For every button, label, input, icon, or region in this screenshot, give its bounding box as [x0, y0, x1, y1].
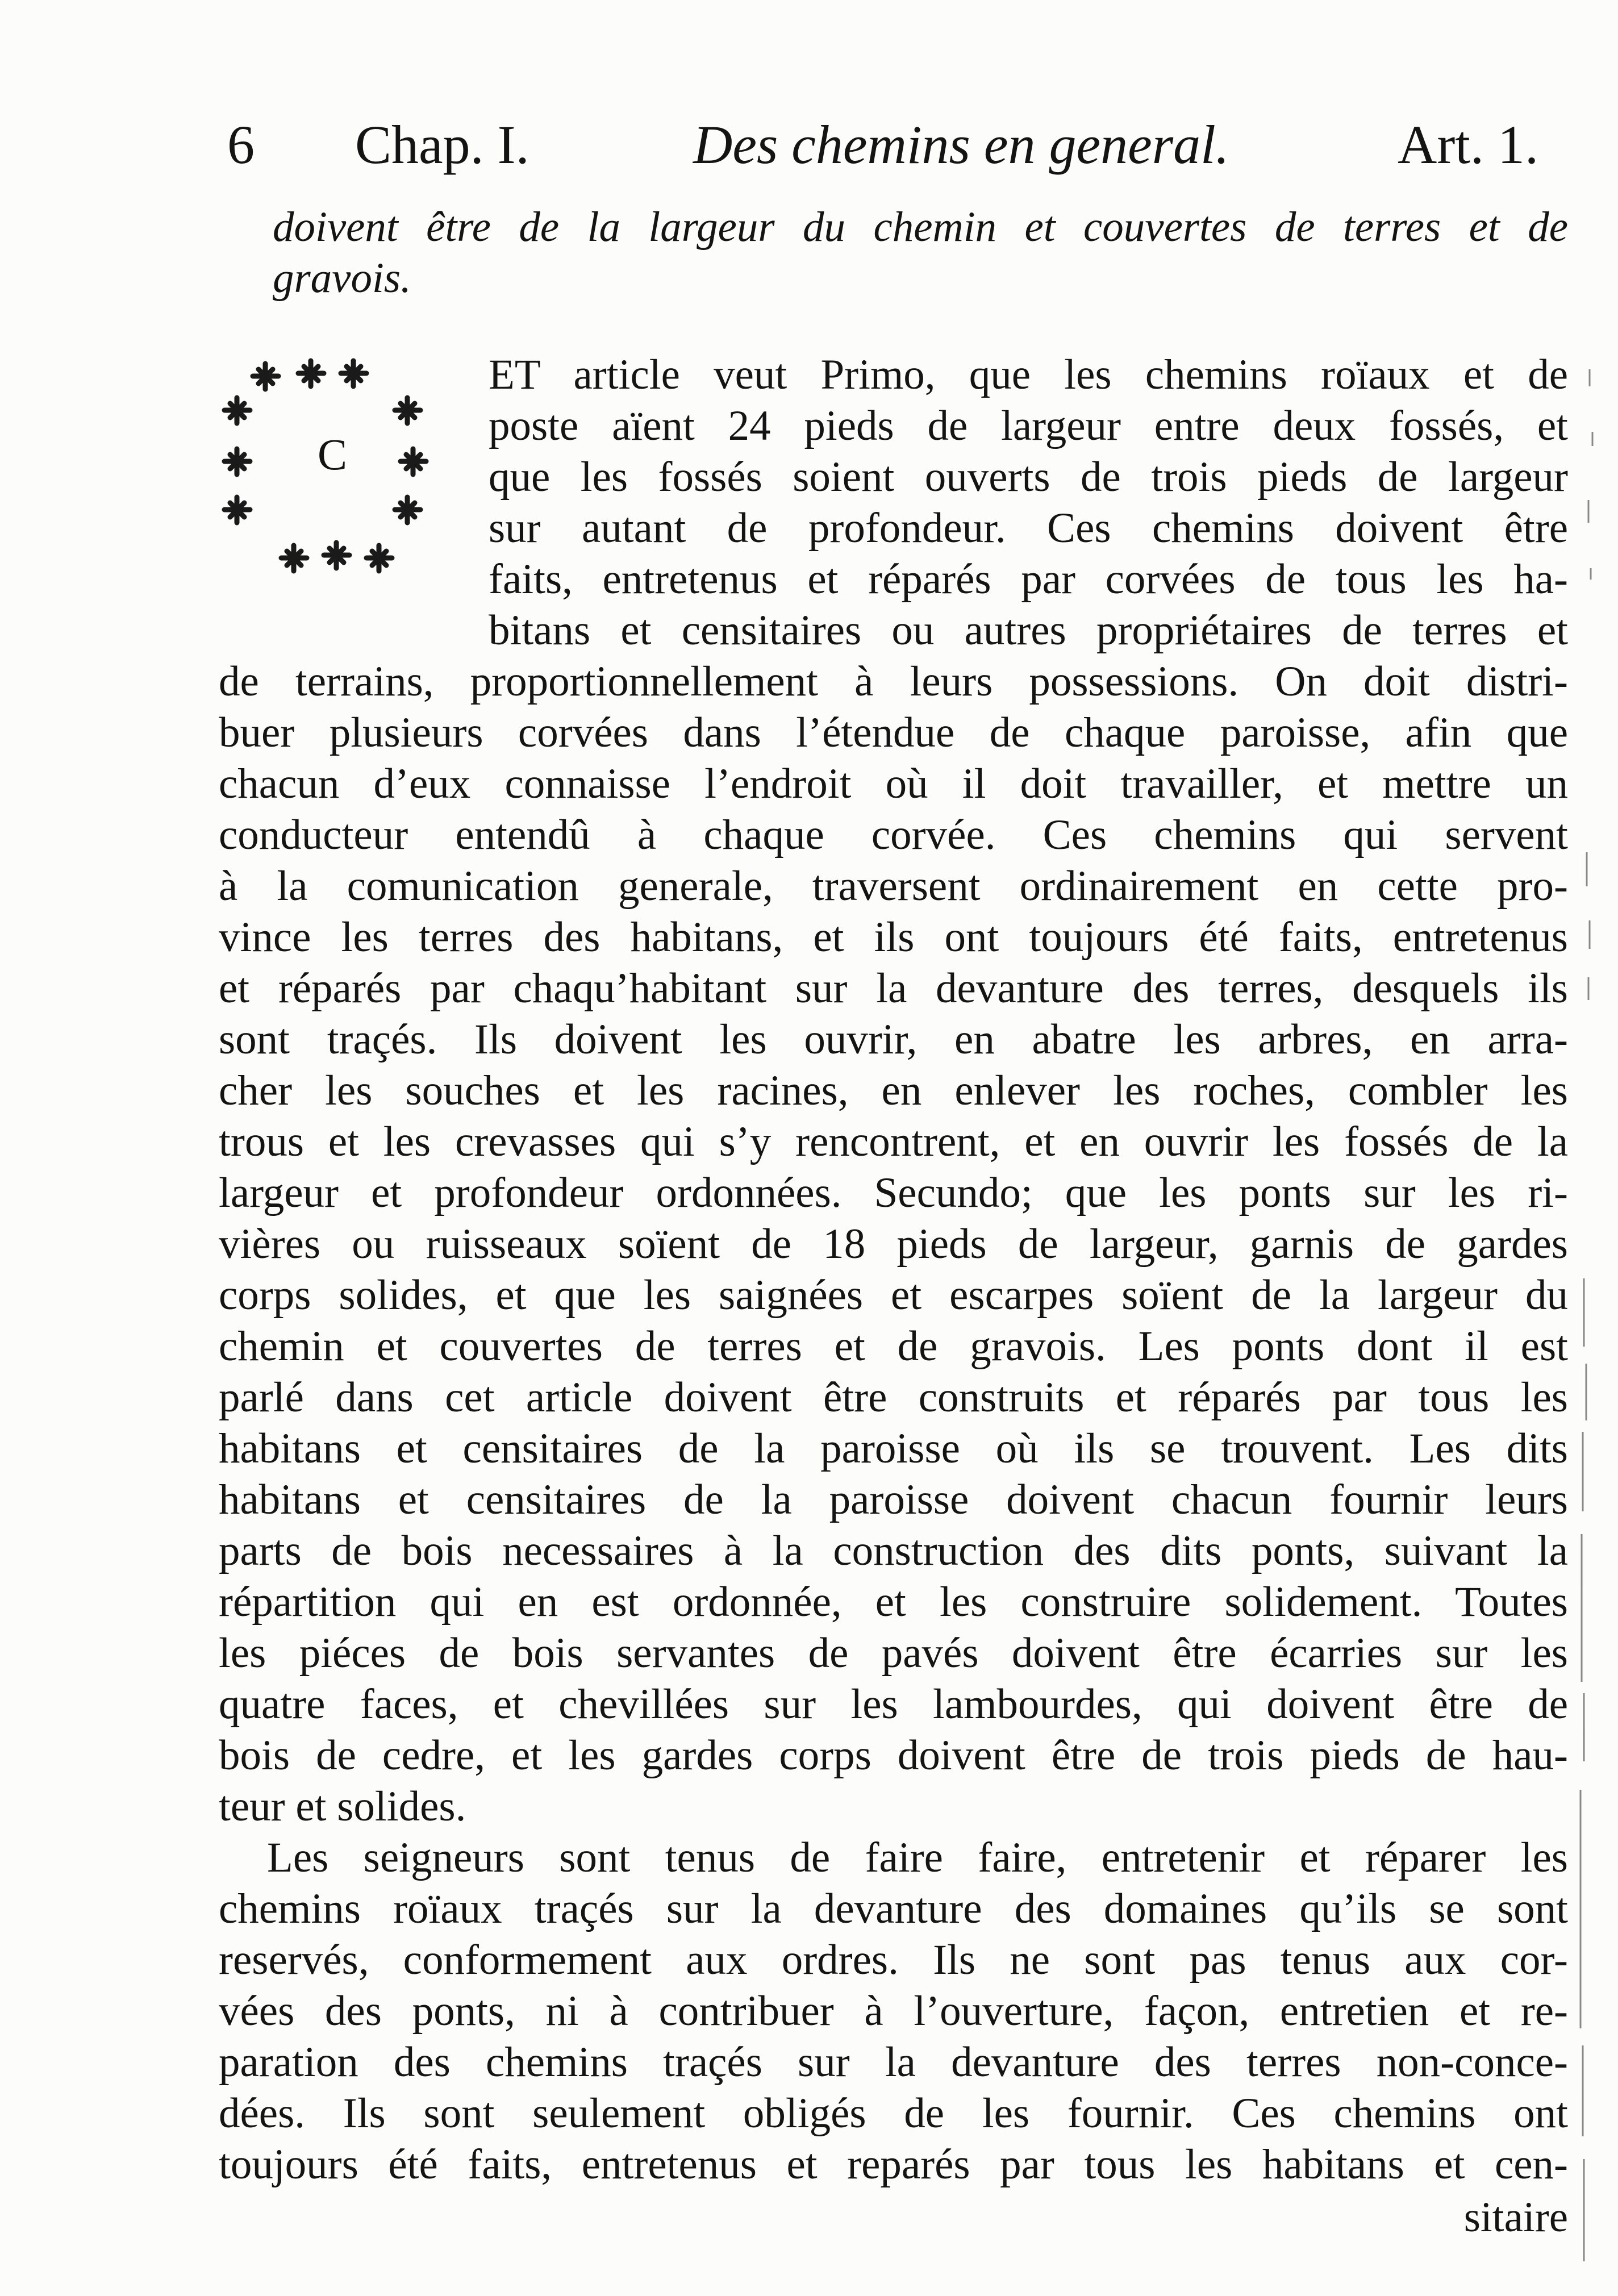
text-line: parlé dans cet article doivent être construits et réparés par tous les: [219, 1374, 1568, 1421]
text-line: de terrains, proportionnellement à leurs possessions. On doit distri-: [219, 658, 1568, 705]
running-head: [227, 108, 1579, 182]
text-line: et réparés par chaqu’habitant sur la devanture des terres, desquels ils: [219, 965, 1568, 1012]
drop-cap-letter: C: [317, 430, 348, 479]
text-line: habitans et censitaires de la paroisse où ils se trouvent. Les dits: [219, 1425, 1568, 1472]
text-line: faits, entretenus et réparés par corvées de tous les ha-: [489, 556, 1568, 603]
page-edge-shadow: [1567, 0, 1618, 2296]
text-line: sur autant de profondeur. Ces chemins doivent être: [489, 505, 1568, 552]
text-line: chemin et couvertes de terres et de gravois. Les ponts dont il est: [219, 1323, 1568, 1370]
text-line: bois de cedre, et les gardes corps doivent être de trois pieds de hau-: [219, 1732, 1568, 1779]
text-line: largeur et profondeur ordonnées. Secundo; que les ponts sur les ri-: [219, 1169, 1568, 1216]
summary-line: gravois.: [273, 255, 411, 302]
text-line: conducteur entendû à chaque corvée. Ces chemins qui servent: [219, 811, 1568, 859]
text-line: buer plusieurs corvées dans l’étendue de chaque paroisse, afin que: [219, 709, 1568, 756]
text-line: poste aïent 24 pieds de largeur entre deux fossés, et: [489, 402, 1568, 449]
text-line: habitans et censitaires de la paroisse doivent chacun fournir leurs: [219, 1476, 1568, 1523]
text-line: les piéces de bois servantes de pavés doivent être écarries sur les: [219, 1630, 1568, 1677]
text-line: quatre faces, et chevillées sur les lambourdes, qui doivent être de: [219, 1681, 1568, 1728]
text-line: corps solides, et que les saignées et escarpes soïent de la largeur du: [219, 1272, 1568, 1319]
text-line: toujours été faits, entretenus et reparés par tous les habitans et cen-: [219, 2141, 1568, 2188]
text-line: reservés, conformement aux ordres. Ils ne sont pas tenus aux cor-: [219, 1936, 1568, 1984]
text-line: trous et les crevasses qui s’y rencontrent, et en ouvrir les fossés de la: [219, 1118, 1568, 1165]
text-line: à la comunication generale, traversent ordinairement en cette pro-: [219, 862, 1568, 910]
chapter-title: Des chemins en general.: [693, 114, 1229, 175]
text-line: parts de bois necessaires à la construction des dits ponts, suivant la: [219, 1527, 1568, 1574]
text-line: vières ou ruisseaux soïent de 18 pieds de largeur, garnis de gardes: [219, 1220, 1568, 1268]
text-line: chemins roïaux traçés sur la devanture des domaines qu’ils se sont: [219, 1885, 1568, 1932]
text-line: dées. Ils sont seulement obligés de les fournir. Ces chemins ont: [219, 2090, 1568, 2137]
summary-line: doivent être de la largeur du chemin et couvertes de terres et de: [273, 203, 1568, 251]
catchword: sitaire: [1463, 2194, 1568, 2241]
text-line: répartition qui en est ordonnée, et les construire solidement. Toutes: [219, 1578, 1568, 1626]
text-line: vées des ponts, ni à contribuer à l’ouverture, façon, entretien et re-: [219, 1987, 1568, 2035]
text-line: paration des chemins traçés sur la devanture des terres non-conce-: [219, 2039, 1568, 2086]
text-line: chacun d’eux connaisse l’endroit où il doit travailler, et mettre un: [219, 760, 1568, 807]
text-line: que les fossés soient ouverts de trois pieds de largeur: [489, 453, 1568, 501]
text-line: ET article veut Primo, que les chemins roïaux et de: [489, 351, 1568, 398]
chapter-label: Chap. I.: [355, 114, 529, 175]
page-number: 6: [227, 114, 255, 175]
text-line: vince les terres des habitans, et ils ont toujours été faits, entretenus: [219, 914, 1568, 961]
text-line: teur et solides.: [219, 1783, 466, 1830]
ornamental-initial: [219, 347, 457, 591]
text-line: bitans et censitaires ou autres propriétaires de terres et: [489, 607, 1568, 654]
text-line: Les seigneurs sont tenus de faire faire, entretenir et réparer les: [267, 1834, 1568, 1881]
article-label: Art. 1.: [1398, 114, 1538, 175]
text-line: sont traçés. Ils doivent les ouvrir, en abatre les arbres, en arra-: [219, 1016, 1568, 1063]
text-line: cher les souches et les racines, en enlever les roches, combler les: [219, 1067, 1568, 1114]
